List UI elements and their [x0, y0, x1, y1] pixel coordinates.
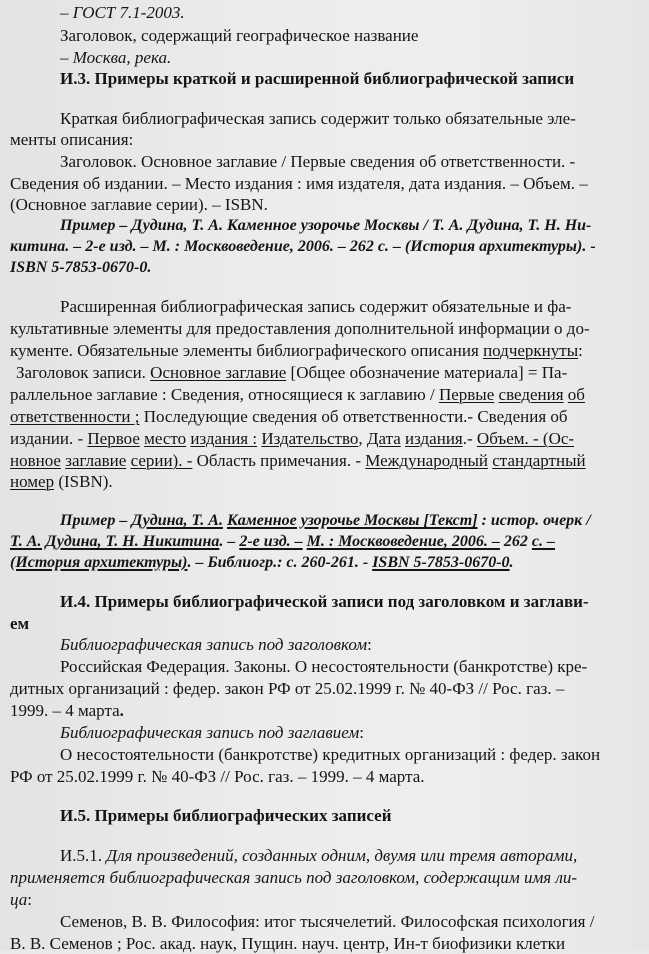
- text-line: Заголовок. Основное заглавие / Первые сведения об ответственности. -: [60, 152, 576, 171]
- text-line: О несостоятельности (банкротстве) кредитных организаций : федер. закон: [60, 745, 601, 764]
- text-line: издании. - Первое место издания : Издательство, Дата издания.- Объем. - (Ос-: [10, 429, 575, 448]
- text-line: культативные элементы для предоставления дополнительной информации о до-: [10, 319, 590, 338]
- text-line: Заголовок, содержащий географическое название: [60, 26, 419, 45]
- text-line: Краткая библиографическая запись содержит только обязательные эле-: [60, 109, 576, 128]
- text-line: РФ от 25.02.1999 г. № 40-ФЗ // Рос. газ. – 1999. – 4 марта.: [10, 767, 425, 786]
- text-line: Семенов, В. В. Философия: итог тысячелетий. Философская психология /: [60, 912, 595, 931]
- example-line: (История архитектуры). – Библиогр.: с. 260-261. - ISBN 5-7853-0670-0.: [10, 554, 514, 571]
- text-line: Библиографическая запись под заголовком:: [60, 635, 372, 654]
- text-line: – Москва, река.: [60, 48, 172, 67]
- example-line: Пример – Дудина, Т. А. Каменное узорочье Москвы [Текст] : истор. очерк /: [60, 512, 591, 529]
- text-line: раллельное заглавие : Сведения, относящиеся к заглавию / Первые сведения об: [10, 385, 585, 404]
- text-line: дитных организаций : федер. закон РФ от 25.02.1999 г. № 40-ФЗ // Рос. газ. –: [10, 679, 565, 698]
- text-line: Заголовок записи. Основное заглавие [Общее обозначение материала] = Па-: [16, 363, 568, 382]
- text-line: ответственности ; Последующие сведения об ответственности.- Сведения об: [10, 407, 568, 426]
- section-heading: И.3. Примеры краткой и расширенной библиографической записи: [60, 69, 575, 88]
- text-line: номер (ISBN).: [10, 472, 113, 491]
- text-line: Сведения об издании. – Место издания : имя издателя, дата издания. – Объем. –: [10, 174, 588, 193]
- text-line: кументе. Обязательные элементы библиографического описания подчеркнуты:: [10, 341, 583, 360]
- text-line: – ГОСТ 7.1-2003.: [60, 3, 185, 22]
- example-line: Т. А. Дудина, Т. Н. Никитина. – 2-е изд. – М. : Москвоведение, 2006. – 262 с. –: [10, 533, 556, 550]
- example-line: ISBN 5-7853-0670-0.: [10, 259, 152, 276]
- example-line: Пример – Дудина, Т. А. Каменное узорочье Москвы / Т. А. Дудина, Т. Н. Ни-: [60, 217, 592, 234]
- text-line: Российская Федерация. Законы. О несостоятельности (банкротстве) кре-: [60, 657, 588, 676]
- text-line: 1999. – 4 марта.: [10, 701, 124, 720]
- example-line: китина. – 2-е изд. – М. : Москвоведение, 2006. – 262 с. – (История архитектуры). -: [10, 238, 596, 255]
- text-line: менты описания:: [10, 130, 134, 149]
- section-heading: ем: [10, 614, 30, 633]
- text-line: Расширенная библиографическая запись содержит обязательные и фа-: [60, 297, 572, 316]
- text-line: новное заглавие серии). - Область примечания. - Международный стандартный: [10, 451, 586, 470]
- text-line: Библиографическая запись под заглавием:: [60, 723, 364, 742]
- text-line: ца:: [10, 890, 32, 909]
- text-line: применяется библиографическая запись под заголовком, содержащим имя ли-: [10, 868, 578, 887]
- section-heading: И.4. Примеры библиографической записи под заголовком и заглави-: [60, 592, 589, 611]
- text-line: В. В. Семенов ; Рос. акад. наук, Пущин. науч. центр, Ин-т биофизики клетки: [10, 934, 566, 953]
- text-line: И.5.1. Для произведений, созданных одним, двумя или тремя авторами,: [60, 846, 578, 865]
- section-heading: И.5. Примеры библиографических записей: [60, 806, 392, 825]
- text-line: (Основное заглавие серии). – ISBN.: [10, 195, 268, 214]
